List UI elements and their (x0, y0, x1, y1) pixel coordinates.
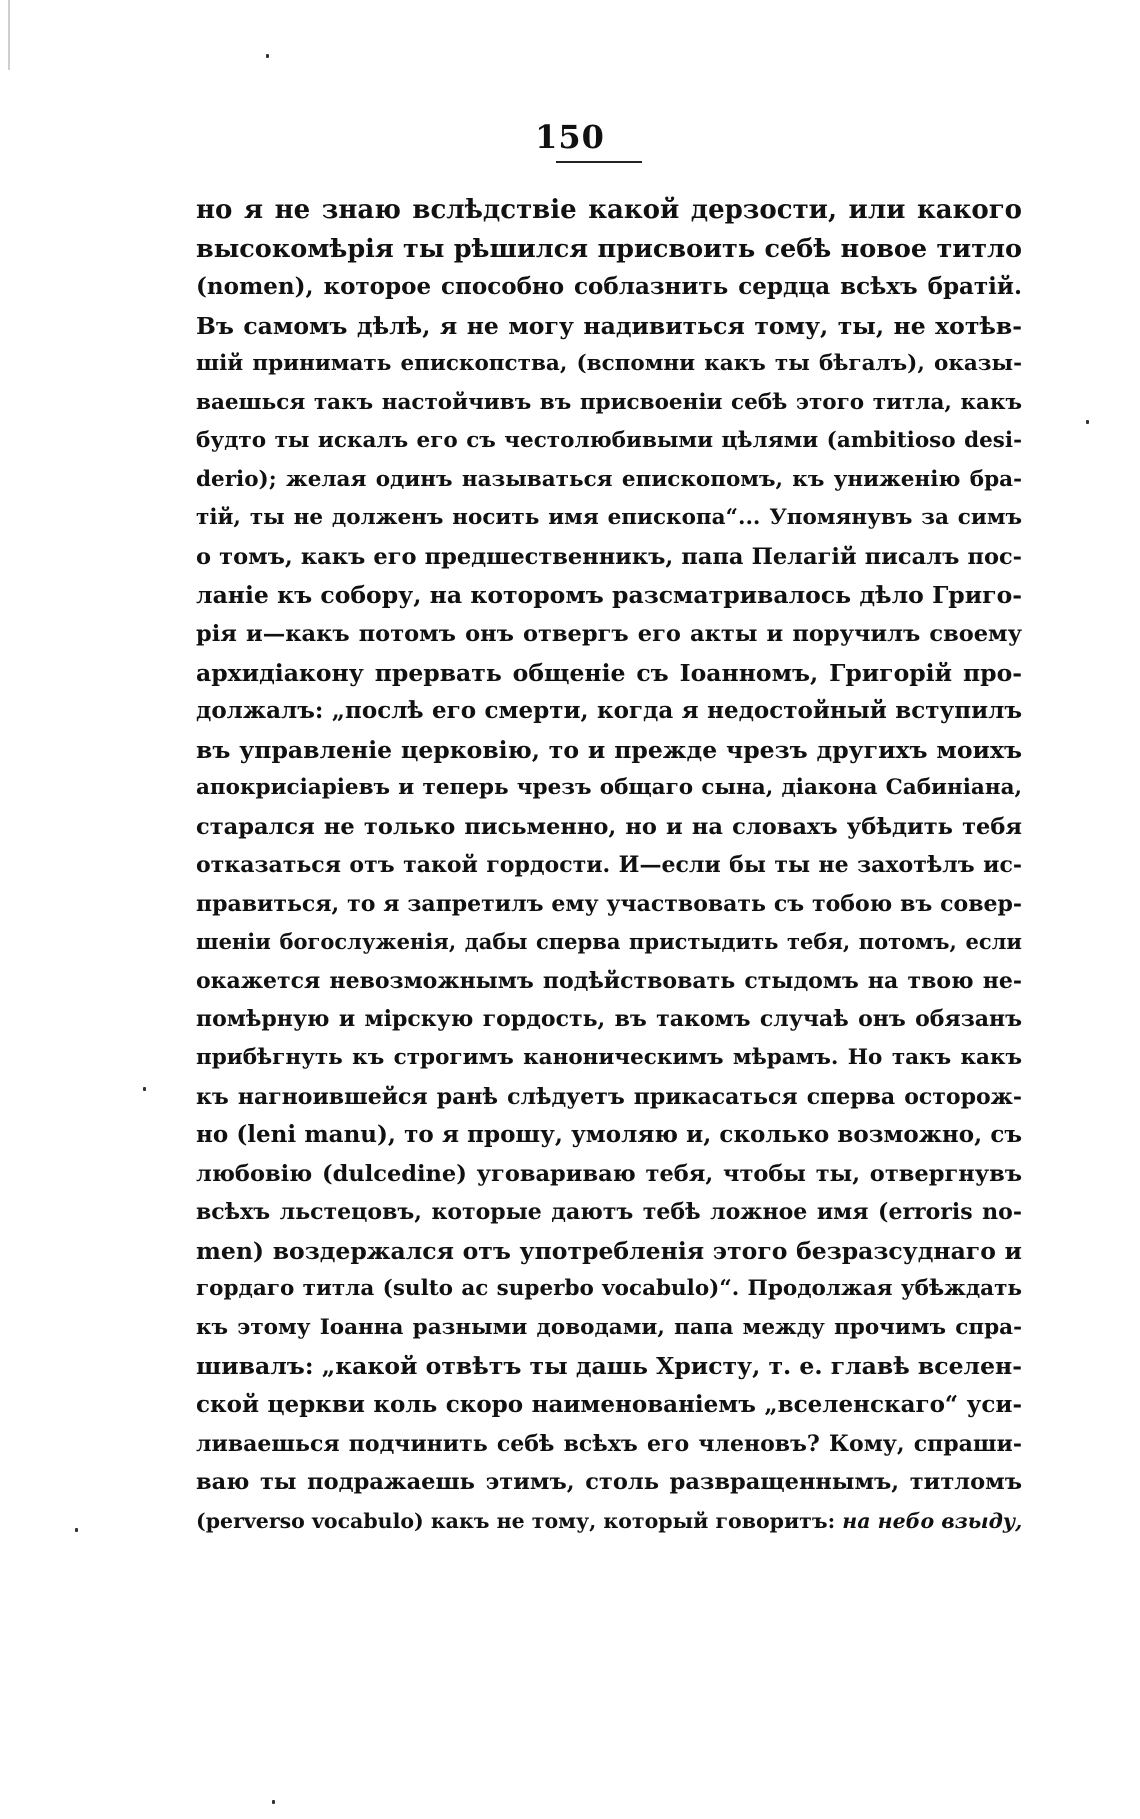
text-line: о томъ, какъ его предшественникъ, папа Пелагій писалъ пос- (196, 543, 1022, 570)
text-line: Въ самомъ дѣлѣ, я не могу надивиться тому, ты, не хотѣв- (196, 311, 1022, 340)
text-line: любовію (dulcedine) уговариваю тебя, чтобы ты, отвергнувъ (196, 1160, 1022, 1187)
text-line: будто ты искалъ его съ честолюбивыми цѣлями (ambitioso desi- (196, 428, 1022, 454)
text-line-last-roman: (perverso vocabulo) какъ не тому, который говоритъ: (196, 1508, 836, 1533)
page-number-rule (556, 161, 642, 163)
text-line-last (196, 1502, 1022, 1541)
text-line: въ управленіе церковію, то и прежде чрезъ другихъ моихъ (196, 735, 1022, 764)
text-line: но (leni manu), то я прошу, умоляю и, сколько возможно, съ (196, 1121, 1022, 1149)
text-line: правиться, то я запретилъ ему участвовать съ тобою въ совер- (196, 890, 1022, 917)
text-line: прибѣгнуть къ строгимъ каноническимъ мѣрамъ. Но такъ какъ (196, 1045, 1022, 1071)
scan-speck (143, 1087, 146, 1091)
text-line: ваю ты подражаешь этимъ, столь развращеннымъ, титломъ (196, 1469, 1022, 1496)
text-line: шивалъ: „какой отвѣтъ ты дашь Христу, т. е. главѣ вселен- (196, 1352, 1022, 1381)
text-line: апокрисіаріевъ и теперь чрезъ общаго сына, діакона Сабиніана, (196, 775, 1022, 801)
scan-edge (8, 0, 10, 70)
page-number: 150 (535, 118, 605, 156)
text-line: архидіакону прервать общеніе съ Іоанномъ, Григорій про- (196, 658, 1022, 687)
text-line: старался не только письменно, но и на словахъ убѣдить тебя (196, 813, 1022, 840)
text-line: шій принимать епископства, (вспомни какъ ты бѣгалъ), оказы- (196, 351, 1022, 377)
text-line: ской церкви коль скоро наименованіемъ „вселенскаго“ уси- (196, 1390, 1022, 1418)
text-line: ваешься такъ настойчивъ въ присвоеніи себѣ этого титла, какъ (196, 389, 1022, 415)
text-line: тій, ты не долженъ носить имя епископа“... Упомянувъ за симъ (196, 505, 1022, 531)
text-line: шеніи богослуженія, дабы сперва пристыдить тебя, потомъ, если (196, 929, 1022, 955)
scan-speck (272, 1800, 275, 1804)
text-line: ланіе къ собору, на которомъ разсматривалось дѣло Григо- (196, 581, 1022, 610)
text-line: (nomen), которое способно соблазнить сердца всѣхъ братій. (196, 273, 1022, 301)
text-line: помѣрную и мірскую гордость, въ такомъ случаѣ онъ обязанъ (196, 1006, 1022, 1033)
text-line: къ нагноившейся ранѣ слѣдуетъ прикасаться сперва осторож- (196, 1083, 1022, 1110)
text-line: отказаться отъ такой гордости. И—если бы ты не захотѣлъ ис- (196, 852, 1022, 879)
body-text (196, 191, 1022, 1540)
text-line: derio); желая одинъ называться епископомъ, къ униженію бра- (196, 466, 1022, 492)
scan-speck (266, 54, 269, 58)
text-line: рія и—какъ потомъ онъ отвергъ его акты и поручилъ своему (196, 621, 1022, 648)
scan-speck (75, 1528, 78, 1532)
text-line: всѣхъ льстецовъ, которые даютъ тебѣ ложное имя (erroris no- (196, 1199, 1022, 1226)
text-line: men) воздержался отъ употребленія этого безразсуднаго и (196, 1236, 1022, 1265)
text-line: должалъ: „послѣ его смерти, когда я недостойный вступилъ (196, 697, 1022, 725)
text-line: гордаго титла (sulto ac superbo vocabulo)“. Продолжая убѣждать (196, 1276, 1022, 1302)
text-line: окажется невозможнымъ подѣйствовать стыдомъ на твою не- (196, 967, 1022, 994)
text-line: къ этому Іоанна разными доводами, папа между прочимъ спра- (196, 1314, 1022, 1340)
text-line: ливаешься подчинить себѣ всѣхъ его членовъ? Кому, спраши- (196, 1430, 1022, 1457)
text-line: но я не знаю вслѣдствіе какой дерзости, или какого (196, 195, 1022, 225)
scan-speck (1086, 420, 1089, 424)
text-line: высокомѣрія ты рѣшился присвоить себѣ новое титло (196, 233, 1022, 264)
text-line-last-italic: на небо взыду, (842, 1508, 1023, 1533)
